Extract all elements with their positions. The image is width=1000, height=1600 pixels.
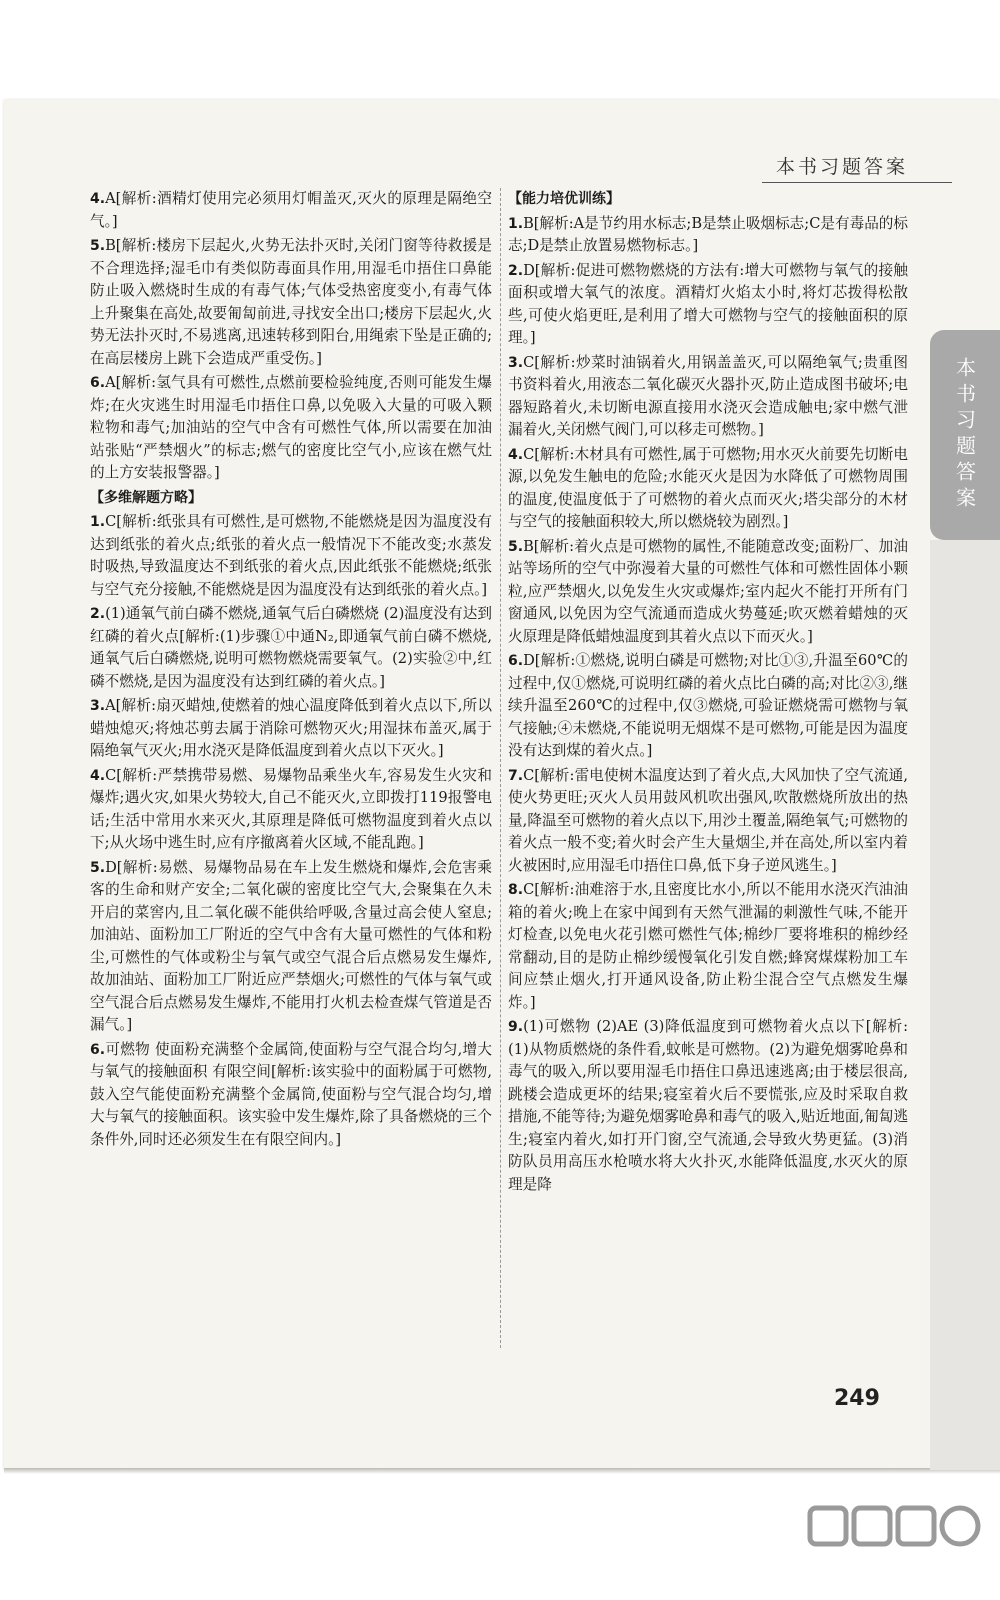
answer-text: B[解析:楼房下层起火,火势无法扑灭时,关闭门窗等待救援是不合理选择;湿毛巾有类似防毒面具作用,用湿毛巾捂住口鼻能防止吸入燃烧时生成的有毒气体;气体受热密度变小,有毒气体上升聚集在高处,故要匍匐前进,寻找安全出口;楼房下层起火,火势无法扑灭时,不易逃离,迅速转移到阳台,用绳索下坠是正确的;在高层楼房上跳下会造成严重受伤。] xyxy=(90,237,492,367)
answer-text: C[解析:雷电使树木温度达到了着火点,大风加快了空气流通,使火势更旺;灭火人员用鼓风机吹出强风,吹散燃烧所放出的热量,降温至可燃物的着火点以下,用沙土覆盖,隔绝氧气;可燃物的着火点一般不变;着火时会产生大量烟尘,并在高处,所以室内着火被困时,应用湿毛巾捂住口鼻,低下身子逆风逃生。] xyxy=(508,766,908,874)
question-number: 7. xyxy=(508,767,524,784)
question-number: 2. xyxy=(508,262,524,279)
question-number: 6. xyxy=(90,1041,106,1058)
answer-text: A[解析:扇灭蜡烛,使燃着的烛心温度降低到着火点以下,所以蜡烛熄灭;将烛芯剪去属于消除可燃物灭火;用湿抹布盖灭,属于隔绝氧气灭火;用水浇灭是降低温度到着火点以下灭火。] xyxy=(90,697,492,759)
answer-text: C[解析:炒菜时油锅着火,用锅盖盖灭,可以隔绝氧气;贵重图书资料着火,用液态二氧化碳灭火器扑灭,防止造成图书破坏;电器短路着火,未切断电源直接用水浇灭会造成触电;家中燃气泄漏着火,关闭燃气阀门,可以移走可燃物。] xyxy=(508,353,908,438)
answer-text: 可燃物 使面粉充满整个金属筒,使面粉与空气混合均匀,增大与氧气的接触面积 有限空间[解析:该实验中的面粉属于可燃物,鼓入空气能使面粉充满整个金属筒,使面粉与空气混合均匀,增大与氧气的接触面积。该实验中发生爆炸,除了具备燃烧的三个条件外,同时还必须发生在有限空间内。] xyxy=(90,1040,492,1148)
answer-text: D[解析:①燃烧,说明白磷是可燃物;对比①③,升温至60℃的过程中,仅①燃烧,可说明红磷的着火点比白磷的高;对比②③,继续升温至260℃的过程中,仅③燃烧,可验证燃烧需可燃物与氧气接触;④未燃烧,不能说明无烟煤不是可燃物,可能是因为温度没有达到煤的着火点。] xyxy=(508,652,908,759)
answer-item xyxy=(508,444,908,534)
answer-text: B[解析:A是节约用水标志;B是禁止吸烟标志;C是有毒品的标志;D是禁止放置易燃物标志。] xyxy=(508,214,908,254)
answer-item xyxy=(508,650,908,763)
section-heading: 【多维解题方略】 xyxy=(90,489,202,506)
header-title: 本书习题答案 xyxy=(776,156,909,178)
question-number: 5. xyxy=(90,859,106,876)
left-column xyxy=(90,188,492,1153)
answer-item xyxy=(508,1016,908,1196)
question-number: 4. xyxy=(90,767,106,784)
answer-item xyxy=(90,857,492,1037)
side-strip xyxy=(930,540,1000,1470)
answer-item xyxy=(508,260,908,350)
question-number: 6. xyxy=(508,653,524,669)
question-number: 6. xyxy=(90,375,106,391)
answer-item xyxy=(90,511,492,601)
right-column xyxy=(508,188,908,1198)
question-number: 3. xyxy=(508,354,524,371)
page-shadow xyxy=(4,1468,1000,1474)
watermark-logo xyxy=(800,1500,990,1595)
answer-text: A[解析:氢气具有可燃性,点燃前要检验纯度,否则可能发生爆炸;在火灾逃生时用湿毛巾捂住口鼻,以免吸入大量的可吸入颗粒物和毒气;加油站的空气中含有可燃性气体,所以需要在加油站张贴“严禁烟火”的标志;燃气的密度比空气小,应该在燃气灶的上方安装报警器。] xyxy=(90,374,492,481)
question-number: 9. xyxy=(508,1019,524,1035)
answer-item xyxy=(90,372,492,485)
answer-item xyxy=(90,235,492,370)
answer-text: C[解析:严禁携带易燃、易爆物品乘坐火车,容易发生火灾和爆炸;遇火灾,如果火势较大,自己不能灭火,立即拨打119报警电话;生活中常用水来灭火,其原理是降低可燃物温度到着火点以下;从火场中逃生时,应有序撤离着火区域,不能乱跑。] xyxy=(90,766,492,851)
answer-text: (1)可燃物 (2)AE (3)降低温度到可燃物着火点以下[解析:(1)从物质燃烧的条件看,蚊帐是可燃物。(2)为避免烟雾呛鼻和毒气的吸入,所以要用湿毛巾捂住口鼻迅速逃离;由于楼层很高,跳楼会造成更坏的结果;寝室着火后不要慌张,应及时采取自救措施,不能等待;为避免烟雾呛鼻和毒气的吸入,贴近地面,匍匐逃生;寝室内着火,如打开门窗,空气流通,会导致火势更猛。(3)消防队员用高压水枪喷水将大火扑灭,水能降低温度,水灭火的原理是降 xyxy=(508,1018,908,1193)
section-heading: 【能力培优训练】 xyxy=(508,191,620,207)
answer-item xyxy=(90,603,492,693)
answer-item xyxy=(508,765,908,878)
answer-item xyxy=(90,188,492,233)
page-number: 249 xyxy=(834,1386,880,1411)
answer-text: (1)通氧气前白磷不燃烧,通氧气后白磷燃烧 (2)温度没有达到红磷的着火点[解析:(1)步骤①中通N₂,即通氧气前白磷不燃烧,通氧气后白磷燃烧,说明可燃物燃烧需要氧气。(2)实验②中,红磷不燃烧,是因为温度没有达到红磷的着火点。] xyxy=(90,605,492,690)
side-tab-label: 本书习题答案 xyxy=(952,357,977,513)
answer-item xyxy=(508,879,908,1014)
question-number: 3. xyxy=(90,698,106,714)
answer-text: A[解析:酒精灯使用完必须用灯帽盖灭,灭火的原理是隔绝空气。] xyxy=(90,190,492,230)
answer-text: D[解析:易燃、易爆物品易在车上发生燃烧和爆炸,会危害乘客的生命和财产安全;二氧化碳的密度比空气大,会聚集在久未开启的菜窖内,且二氧化碳不能供给呼吸,含量过高会使人窒息;加油站、面粉加工厂附近的空气中含有大量可燃性的气体和粉尘,可燃性的气体或粉尘与氧气或空气混合后点燃易发生爆炸,故加油站、面粉加工厂附近应严禁烟火;可燃性的气体与氧气或空气混合后点燃易发生爆炸,不能用打火机去检查煤气管道是否漏气。] xyxy=(90,858,492,1033)
answer-item xyxy=(508,352,908,442)
question-number: 4. xyxy=(90,191,106,207)
answer-text: C[解析:纸张具有可燃性,是可燃物,不能燃烧是因为温度没有达到纸张的着火点;纸张的着火点一般情况下不能改变;水蒸发时吸热,导致温度达不到纸张的着火点,因此纸张不能燃烧;纸张与空气充分接触,不能燃烧是因为温度没有达到纸张的着火点。] xyxy=(90,513,492,598)
answer-item xyxy=(90,695,492,763)
answer-text: D[解析:促进可燃物燃烧的方法有:增大可燃物与氧气的接触面积或增大氧气的浓度。酒精灯火焰太小时,将灯芯拨得松散些,可使火焰更旺,是利用了增大可燃物与空气的接触面积的原理。] xyxy=(508,261,908,346)
question-number: 4. xyxy=(508,446,524,463)
question-number: 1. xyxy=(508,215,524,232)
question-number: 8. xyxy=(508,882,524,898)
question-number: 5. xyxy=(90,238,106,254)
question-number: 2. xyxy=(90,606,106,622)
answer-item xyxy=(90,1039,492,1152)
answer-item xyxy=(90,765,492,855)
column-divider xyxy=(500,188,501,1348)
answer-item xyxy=(508,213,908,258)
side-tab xyxy=(930,330,1000,540)
header-rule xyxy=(762,182,952,183)
answer-text: B[解析:着火点是可燃物的属性,不能随意改变;面粉厂、加油站等场所的空气中弥漫着大量的可燃性气体和可燃性固体小颗粒,应严禁烟火,以免发生火灾或爆炸;室内起火不能打开所有门窗通风,以免因为空气流通而造成火势蔓延;吹灭燃着蜡烛的灭火原理是降低蜡烛温度到其着火点以下而灭火。] xyxy=(508,537,908,645)
answer-text: C[解析:油难溶于水,且密度比水小,所以不能用水浇灭汽油油箱的着火;晚上在家中闻到有天然气泄漏的刺激性气味,不能开灯检查,以免电火花引燃可燃性气体;棉纱厂要将堆积的棉纱经常翻动,目的是防止棉纱缓慢氧化引发自燃;蜂窝煤煤粉加工车间应禁止烟火,打开通风设备,防止粉尘混合空气点燃发生爆炸。] xyxy=(508,881,908,1011)
question-number: 5. xyxy=(508,538,524,555)
question-number: 1. xyxy=(90,514,106,530)
answer-item xyxy=(508,536,908,649)
answer-text: C[解析:木材具有可燃性,属于可燃物;用水灭火前要先切断电源,以免发生触电的危险;水能灭火是因为水降低了可燃物周围的温度,使温度低于了可燃物的着火点而灭火;塔尖部分的木材与空气的接触面积较大,所以燃烧较为剧烈。] xyxy=(508,445,908,530)
